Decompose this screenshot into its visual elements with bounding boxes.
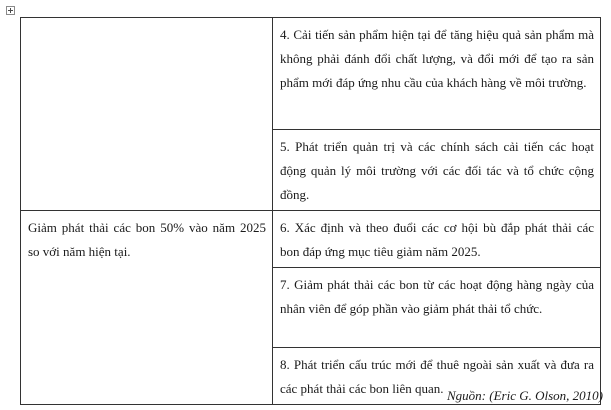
- table-row: [21, 18, 601, 130]
- table-cell-action-8: 8. Phát triển cấu trúc mới để thuê ngoài sản xuất và đưa ra các phát thải các bon liên quan.: [273, 348, 601, 405]
- source-citation: Nguồn: (Eric G. Olson, 2010): [447, 388, 603, 403]
- table-cell-action-6: 6. Xác định và theo đuổi các cơ hội bù đắp phát thải các bon đáp ứng mục tiêu giảm năm 2025.: [273, 211, 601, 268]
- table-cell-action-4: 4. Cải tiến sản phẩm hiện tại để tăng hiệu quả sản phẩm mà không phải đánh đổi chất lượng, và đổi mới để tạo ra sản phẩm mới đáp ứng nhu cầu của khách hàng về môi trường.: [273, 18, 601, 130]
- goals-table: [20, 17, 601, 405]
- table-cell-action-5: 5. Phát triển quản trị và các chính sách cải tiến các hoạt động quản lý môi trường với các đối tác và tổ chức cộng đồng.: [273, 130, 601, 211]
- table-row: [21, 211, 601, 268]
- table-cell-action-7: 7. Giảm phát thải các bon từ các hoạt động hàng ngày của nhân viên để góp phần vào giảm phát thải tổ chức.: [273, 268, 601, 348]
- table-cell-goal-1: [21, 18, 273, 211]
- table-move-handle-icon[interactable]: [6, 6, 15, 15]
- table-cell-goal-2: Giảm phát thải các bon 50% vào năm 2025 so với năm hiện tại.: [21, 211, 273, 405]
